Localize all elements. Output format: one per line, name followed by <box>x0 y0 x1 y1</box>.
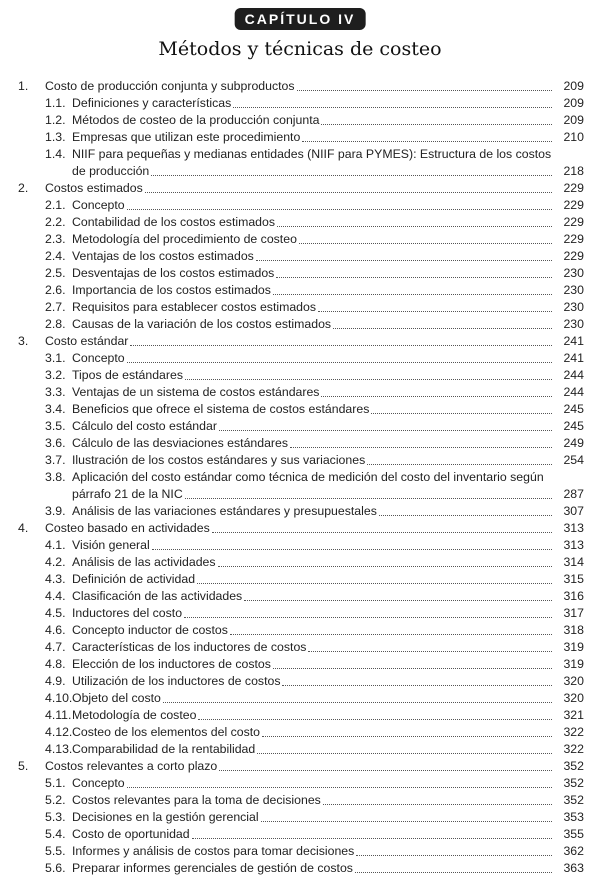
toc-entry <box>0 163 600 180</box>
toc-entry <box>0 809 600 826</box>
entry-label: Costo estándar <box>45 334 129 348</box>
entry-page: 317 <box>563 606 584 620</box>
entry-number: 4.13. <box>45 742 73 756</box>
entry-label: Definición de actividad <box>72 572 196 586</box>
dot-leader <box>321 384 552 397</box>
table-of-contents <box>0 78 600 877</box>
entry-label: Métodos de costeo de la producción conjunta <box>72 113 320 127</box>
toc-entry <box>0 129 600 146</box>
entry-label: Definiciones y características <box>72 96 232 110</box>
dot-leader <box>198 707 552 720</box>
toc-entry <box>0 282 600 299</box>
toc-entry <box>0 95 600 112</box>
entry-page: 218 <box>563 164 584 178</box>
dot-leader <box>257 741 552 754</box>
entry-label: Causas de la variación de los costos estimados <box>72 317 332 331</box>
entry-number: 4.2. <box>45 555 66 569</box>
entry-number: 3.5. <box>45 419 66 433</box>
entry-page: 229 <box>563 249 584 263</box>
entry-number: 3. <box>18 334 29 348</box>
toc-entry <box>0 248 600 265</box>
entry-label: Concepto <box>72 351 125 365</box>
entry-page: 244 <box>563 385 584 399</box>
toc-entry <box>0 214 600 231</box>
entry-label: Objeto del costo <box>72 691 161 705</box>
entry-page: 319 <box>563 640 584 654</box>
dot-leader <box>261 809 552 822</box>
entry-label: Análisis de las variaciones estándares y presupuestales <box>72 504 377 518</box>
entry-page: 230 <box>563 283 584 297</box>
toc-entry <box>0 146 600 163</box>
entry-number: 2.2. <box>45 215 66 229</box>
entry-label: Ventajas de un sistema de costos estándares <box>72 385 320 399</box>
toc-entry <box>0 775 600 792</box>
entry-number: 3.6. <box>45 436 66 450</box>
entry-label: Empresas que utilizan este procedimiento <box>72 130 301 144</box>
entry-number: 5.5. <box>45 844 66 858</box>
entry-number: 2.6. <box>45 283 66 297</box>
entry-page: 320 <box>563 691 584 705</box>
entry-label: Costos estimados <box>45 181 143 195</box>
entry-label: NIIF para pequeñas y medianas entidades (NIIF para PYMES): Estructura de los costos <box>72 147 552 161</box>
entry-page: 245 <box>563 419 584 433</box>
entry-number: 4.8. <box>45 657 66 671</box>
toc-entry <box>0 197 600 214</box>
entry-page: 319 <box>563 657 584 671</box>
entry-number: 5.6. <box>45 861 66 875</box>
entry-page: 249 <box>563 436 584 450</box>
entry-label: Costeo de los elementos del costo <box>72 725 260 739</box>
entry-page: 313 <box>563 538 584 552</box>
dot-leader <box>145 180 552 193</box>
toc-entry <box>0 469 600 486</box>
entry-number: 4.10. <box>45 691 73 705</box>
entry-label: Costos relevantes para la toma de decisiones <box>72 793 321 807</box>
entry-number: 4.3. <box>45 572 66 586</box>
toc-entry <box>0 333 600 350</box>
entry-number: 4. <box>18 521 29 535</box>
entry-number: 1.2. <box>45 113 66 127</box>
dot-leader <box>323 792 552 805</box>
dot-leader <box>273 282 552 295</box>
entry-number: 5.4. <box>45 827 66 841</box>
entry-page: 321 <box>563 708 584 722</box>
entry-label: Requisitos para establecer costos estimados <box>72 300 317 314</box>
toc-entry <box>0 112 600 129</box>
toc-entry <box>0 622 600 639</box>
entry-label: Costeo basado en actividades <box>45 521 210 535</box>
entry-label: Contabilidad de los costos estimados <box>72 215 276 229</box>
entry-label: Costos relevantes a corto plazo <box>45 759 218 773</box>
entry-label: Preparar informes gerenciales de gestión de costos <box>72 861 353 875</box>
entry-page: 320 <box>563 674 584 688</box>
toc-entry <box>0 707 600 724</box>
entry-page: 363 <box>563 861 584 875</box>
entry-number: 2.5. <box>45 266 66 280</box>
entry-label: Costo de producción conjunta y subproductos <box>45 79 295 93</box>
toc-entry <box>0 537 600 554</box>
dot-leader <box>256 248 552 261</box>
entry-page: 209 <box>563 113 584 127</box>
toc-entry <box>0 452 600 469</box>
entry-page: 229 <box>563 215 584 229</box>
toc-entry <box>0 843 600 860</box>
entry-number: 2.8. <box>45 317 66 331</box>
entry-label: Visión general <box>72 538 150 552</box>
dot-leader <box>218 554 552 567</box>
dot-leader <box>379 503 552 516</box>
dot-leader <box>151 163 552 176</box>
entry-page: 318 <box>563 623 584 637</box>
toc-entry <box>0 316 600 333</box>
dot-leader <box>355 860 552 873</box>
entry-page: 352 <box>563 793 584 807</box>
toc-entry <box>0 367 600 384</box>
entry-page: 352 <box>563 776 584 790</box>
entry-page: 355 <box>563 827 584 841</box>
toc-entry <box>0 673 600 690</box>
dot-leader <box>302 129 552 142</box>
entry-number: 2.3. <box>45 232 66 246</box>
entry-label: Concepto <box>72 776 125 790</box>
dot-leader <box>197 571 552 584</box>
dot-leader <box>184 605 552 618</box>
dot-leader <box>127 197 552 210</box>
entry-page: 315 <box>563 572 584 586</box>
entry-label: Clasificación de las actividades <box>72 589 243 603</box>
entry-label: Tipos de estándares <box>72 368 183 382</box>
entry-label: Informes y análisis de costos para tomar decisiones <box>72 844 355 858</box>
entry-label: Aplicación del costo estándar como técnica de medición del costo del inventario según <box>72 470 544 484</box>
dot-leader <box>219 758 552 771</box>
entry-number: 5. <box>18 759 29 773</box>
toc-entry <box>0 741 600 758</box>
dot-leader <box>321 112 552 125</box>
dot-leader <box>282 673 552 686</box>
entry-number: 1.3. <box>45 130 66 144</box>
entry-number: 4.9. <box>45 674 66 688</box>
toc-entry <box>0 486 600 503</box>
entry-label: Cálculo de las desviaciones estándares <box>72 436 289 450</box>
entry-number: 3.4. <box>45 402 66 416</box>
entry-number: 1.4. <box>45 147 66 161</box>
entry-page: 353 <box>563 810 584 824</box>
dot-leader <box>308 639 552 652</box>
dot-leader <box>273 656 552 669</box>
entry-number: 3.8. <box>45 470 66 484</box>
dot-leader <box>262 724 552 737</box>
toc-entry <box>0 180 600 197</box>
dot-leader <box>297 78 552 91</box>
dot-leader <box>185 367 552 380</box>
entry-page: 241 <box>563 334 584 348</box>
entry-page: 230 <box>563 300 584 314</box>
dot-leader <box>192 826 552 839</box>
toc-entry <box>0 299 600 316</box>
entry-page: 316 <box>563 589 584 603</box>
entry-page: 230 <box>563 266 584 280</box>
entry-label: Costo de oportunidad <box>72 827 190 841</box>
dot-leader <box>367 452 552 465</box>
entry-page: 362 <box>563 844 584 858</box>
dot-leader <box>230 622 552 635</box>
entry-page: 352 <box>563 759 584 773</box>
toc-entry <box>0 231 600 248</box>
entry-label: Utilización de los inductores de costos <box>72 674 281 688</box>
dot-leader <box>277 214 552 227</box>
dot-leader <box>127 350 552 363</box>
dot-leader <box>356 843 552 856</box>
dot-leader <box>318 299 552 312</box>
entry-number: 2.7. <box>45 300 66 314</box>
toc-entry <box>0 503 600 520</box>
entry-label: Comparabilidad de la rentabilidad <box>72 742 256 756</box>
toc-entry <box>0 401 600 418</box>
dot-leader <box>333 316 552 329</box>
dot-leader <box>233 95 552 108</box>
entry-page: 210 <box>563 130 584 144</box>
entry-number: 1. <box>18 79 29 93</box>
entry-number: 5.2. <box>45 793 66 807</box>
entry-label: Ilustración de los costos estándares y sus variaciones <box>72 453 366 467</box>
entry-number: 3.9. <box>45 504 66 518</box>
dot-leader <box>212 520 552 533</box>
entry-number: 5.1. <box>45 776 66 790</box>
entry-page: 322 <box>563 725 584 739</box>
entry-page: 241 <box>563 351 584 365</box>
entry-page: 209 <box>563 96 584 110</box>
entry-label: Cálculo del costo estándar <box>72 419 217 433</box>
toc-entry <box>0 520 600 537</box>
entry-number: 4.6. <box>45 623 66 637</box>
entry-label: Elección de los inductores de costos <box>72 657 271 671</box>
toc-entry <box>0 78 600 95</box>
dot-leader <box>290 435 552 448</box>
toc-entry <box>0 605 600 622</box>
entry-page: 313 <box>563 521 584 535</box>
entry-number: 4.12. <box>45 725 73 739</box>
dot-leader <box>276 265 552 278</box>
entry-number: 1.1. <box>45 96 66 110</box>
toc-entry <box>0 265 600 282</box>
toc-entry <box>0 690 600 707</box>
toc-entry <box>0 724 600 741</box>
entry-page: 230 <box>563 317 584 331</box>
entry-label: Decisiones en la gestión gerencial <box>72 810 259 824</box>
entry-page: 322 <box>563 742 584 756</box>
entry-page: 229 <box>563 232 584 246</box>
toc-entry <box>0 826 600 843</box>
toc-entry <box>0 860 600 877</box>
dot-leader <box>163 690 552 703</box>
entry-label: Metodología del procedimiento de costeo <box>72 232 297 246</box>
entry-label: Concepto <box>72 198 125 212</box>
toc-entry <box>0 418 600 435</box>
chapter-badge: CAPÍTULO IV <box>235 8 366 30</box>
entry-number: 5.3. <box>45 810 66 824</box>
entry-label: Inductores del costo <box>72 606 183 620</box>
entry-page: 229 <box>563 198 584 212</box>
dot-leader <box>130 333 552 346</box>
dot-leader <box>371 401 552 414</box>
entry-label: Metodología de costeo <box>72 708 197 722</box>
entry-page: 209 <box>563 79 584 93</box>
entry-label: Desventajas de los costos estimados <box>72 266 275 280</box>
entry-page: 314 <box>563 555 584 569</box>
entry-number: 3.1. <box>45 351 66 365</box>
entry-number: 3.2. <box>45 368 66 382</box>
toc-entry <box>0 792 600 809</box>
toc-entry <box>0 656 600 673</box>
entry-label: Beneficios que ofrece el sistema de costos estándares <box>72 402 370 416</box>
entry-page: 245 <box>563 402 584 416</box>
toc-entry <box>0 350 600 367</box>
entry-label: párrafo 21 de la NIC <box>72 487 183 501</box>
entry-page: 254 <box>563 453 584 467</box>
dot-leader <box>127 775 552 788</box>
toc-entry <box>0 384 600 401</box>
entry-page: 229 <box>563 181 584 195</box>
entry-number: 2.1. <box>45 198 66 212</box>
entry-label: Ventajas de los costos estimados <box>72 249 254 263</box>
toc-entry <box>0 435 600 452</box>
entry-number: 4.11. <box>45 708 72 722</box>
entry-number: 3.3. <box>45 385 66 399</box>
entry-page: 244 <box>563 368 584 382</box>
entry-number: 4.4. <box>45 589 66 603</box>
entry-number: 4.1. <box>45 538 66 552</box>
entry-number: 2. <box>18 181 29 195</box>
dot-leader <box>152 537 552 550</box>
entry-page: 307 <box>563 504 584 518</box>
toc-entry <box>0 571 600 588</box>
toc-entry <box>0 588 600 605</box>
dot-leader <box>244 588 552 601</box>
toc-entry <box>0 554 600 571</box>
dot-leader <box>299 231 552 244</box>
entry-number: 2.4. <box>45 249 66 263</box>
entry-page: 287 <box>563 487 584 501</box>
dot-leader <box>185 486 552 499</box>
toc-entry <box>0 639 600 656</box>
entry-label: de producción <box>72 164 150 178</box>
toc-entry <box>0 758 600 775</box>
entry-label: Características de los inductores de costos <box>72 640 307 654</box>
entry-label: Concepto inductor de costos <box>72 623 228 637</box>
entry-label: Análisis de las actividades <box>72 555 216 569</box>
dot-leader <box>219 418 552 431</box>
entry-number: 4.5. <box>45 606 66 620</box>
entry-label: Importancia de los costos estimados <box>72 283 271 297</box>
page-title: Métodos y técnicas de costeo <box>158 38 442 60</box>
entry-number: 3.7. <box>45 453 66 467</box>
entry-number: 4.7. <box>45 640 66 654</box>
